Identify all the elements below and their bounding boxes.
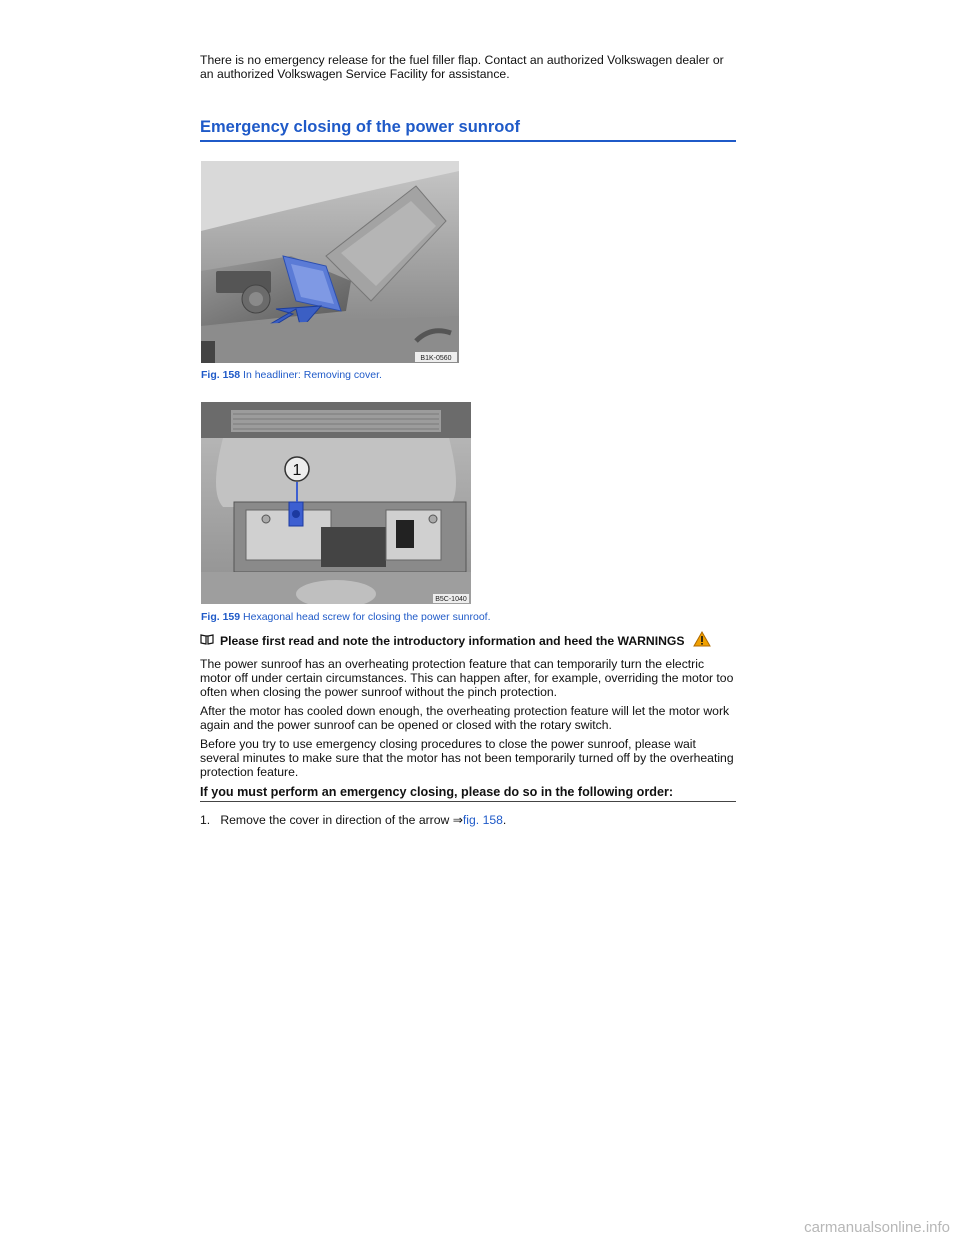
paragraph-3: Before you try to use emergency closing procedures to close the power sunroof, please wait several minutes to make sure that the motor has not been temporarily turned off by the overheating protection feature. [200,737,734,779]
note-text: Please first read and note the introductory information and heed the WARNINGS [220,633,685,648]
figure-158-code: B1K-0560 [420,355,452,362]
figure-158-label: Fig. 158 [201,369,241,381]
figure-159-text: Hexagonal head screw for closing the power sunroof. [243,611,491,623]
warning-triangle-icon[interactable] [693,631,711,650]
section-title: Emergency closing of the power sunroof [200,118,736,142]
list-item [200,813,736,827]
watermark: carmanualsonline.info [804,1219,950,1236]
warning-note [200,631,736,650]
figure-158-text: In headliner: Removing cover. [243,369,382,381]
step-arrow: ⇒ [452,813,463,827]
figure-159-label: Fig. 159 [201,611,241,623]
figure-159-image [201,402,471,604]
step-number: 1. [200,813,211,827]
fig-158-link[interactable]: fig. 158 [462,813,503,827]
figure-159-callout: 1 [292,462,302,479]
figure-159-caption [201,611,491,623]
book-icon [200,634,214,648]
figure-158-image [201,161,459,363]
figure-158-caption [201,369,382,381]
paragraph-1: The power sunroof has an overheating protection feature that can temporarily turn the electric motor off under certain circumstances. This can happen after, for example, overriding the motor too often when closing the power sunroof without the pinch protection. [200,657,734,699]
subheading: If you must perform an emergency closing, please do so in the following order: [200,785,736,802]
step-end: . [502,813,507,827]
step-text: Remove the cover in direction of the arrow [220,813,450,827]
figure-159-code: B5C-1040 [435,596,467,603]
intro-paragraph: There is no emergency release for the fuel filler flap. Contact an authorized Volkswagen dealer or an authorized Volkswagen Service Facility for assistance. [200,53,724,81]
paragraph-2: After the motor has cooled down enough, the overheating protection feature will let the motor work again and the power sunroof can be opened or closed with the rotary switch. [200,704,730,732]
